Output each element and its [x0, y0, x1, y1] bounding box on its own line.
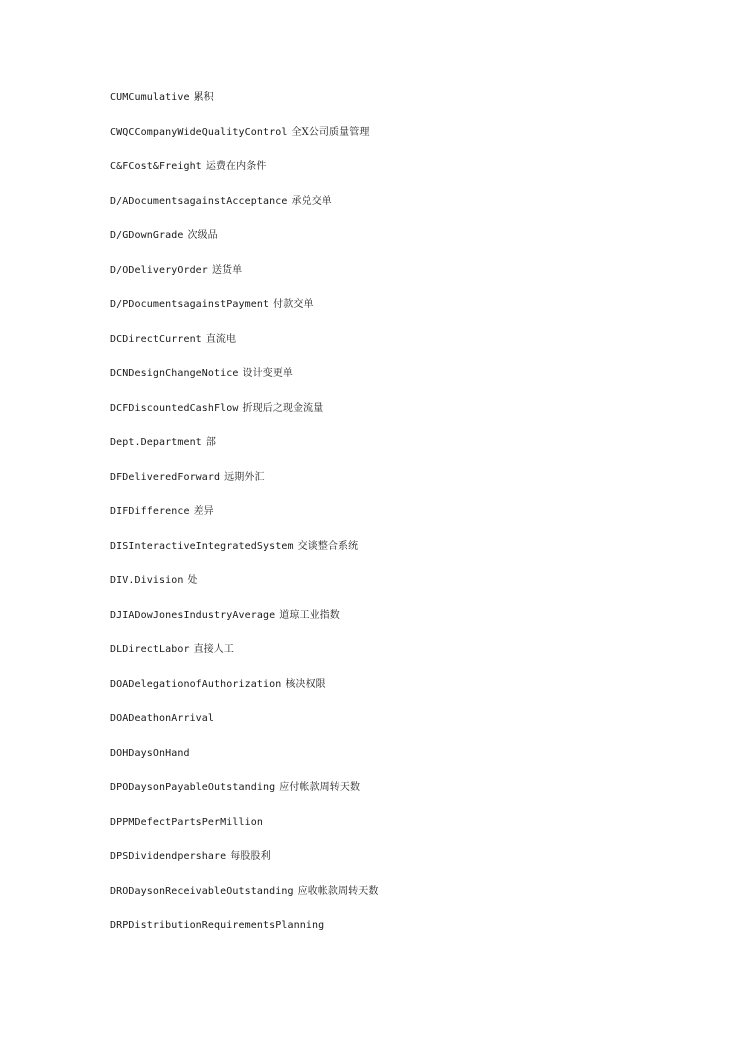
chinese-meaning: 部 — [205, 437, 216, 448]
chinese-meaning: 承兑交单 — [291, 195, 332, 207]
abbreviation-term: DISInteractiveIntegratedSystem — [110, 540, 294, 552]
list-item — [110, 780, 710, 815]
list-item — [110, 815, 710, 850]
abbreviation-term: DPPMDefectPartsPerMillion — [110, 816, 264, 828]
abbreviation-term: DCDirectCurrent — [110, 333, 202, 345]
chinese-meaning: 应付帐款周转天数 — [279, 782, 361, 793]
list-item — [110, 194, 710, 229]
chinese-meaning: 交谈整合系统 — [297, 540, 359, 552]
abbreviation-term: DCNDesignChangeNotice — [110, 368, 239, 379]
chinese-meaning: 直流电 — [205, 333, 237, 345]
chinese-meaning: 付款交单 — [273, 299, 314, 310]
list-item — [110, 884, 710, 919]
list-item — [110, 263, 710, 298]
abbreviation-term: DRODaysonReceivableOutstanding — [110, 885, 294, 897]
list-item — [110, 746, 710, 781]
abbreviation-term: D/PDocumentsagainstPayment — [110, 299, 270, 310]
list-item — [110, 849, 710, 884]
list-item — [110, 677, 710, 712]
list-item — [110, 297, 710, 332]
abbreviation-term: DRPDistributionRequirementsPlanning — [110, 920, 325, 931]
list-item — [110, 435, 710, 470]
list-item — [110, 573, 710, 608]
chinese-meaning: 远期外汇 — [224, 471, 265, 483]
chinese-meaning: 送货单 — [211, 264, 243, 276]
abbreviation-term: DIV.Division — [110, 575, 184, 586]
chinese-meaning: 折现后之现金流量 — [242, 402, 324, 414]
list-item — [110, 90, 710, 125]
abbreviation-term: DLDirectLabor — [110, 644, 190, 655]
list-item — [110, 332, 710, 367]
abbreviation-term: DOADeathonArrival — [110, 713, 215, 724]
list-item — [110, 711, 710, 746]
abbreviation-term: D/ODeliveryOrder — [110, 264, 208, 276]
list-item — [110, 608, 710, 643]
chinese-meaning: 差异 — [193, 506, 214, 517]
abbreviation-term: DPSDividendpershare — [110, 851, 227, 862]
abbreviation-term: D/GDownGrade — [110, 230, 184, 241]
list-item — [110, 159, 710, 194]
list-item — [110, 504, 710, 539]
abbreviation-term: C&FCost&Freight — [110, 161, 202, 172]
chinese-meaning: 每股股利 — [230, 851, 271, 862]
abbreviation-term: D/ADocumentsagainstAcceptance — [110, 195, 288, 207]
chinese-meaning: 处 — [187, 575, 198, 586]
list-item — [110, 642, 710, 677]
chinese-meaning: 累积 — [193, 92, 214, 103]
chinese-meaning: 道琼工业指数 — [279, 609, 340, 621]
chinese-meaning: 应收帐款周转天数 — [297, 885, 379, 897]
chinese-meaning: 运费在内条件 — [205, 161, 267, 172]
chinese-meaning: 设计变更单 — [242, 368, 294, 379]
abbreviation-term: Dept.Department — [110, 437, 202, 448]
abbreviation-list — [110, 90, 710, 953]
abbreviation-term: DFDeliveredForward — [110, 471, 221, 483]
chinese-meaning: 直接人工 — [193, 644, 234, 655]
abbreviation-term: DCFDiscountedCashFlow — [110, 402, 239, 414]
list-item — [110, 125, 710, 160]
abbreviation-term: DJIADowJonesIndustryAverage — [110, 609, 276, 621]
chinese-meaning: 核决权限 — [285, 678, 326, 690]
chinese-meaning: 次级品 — [187, 230, 218, 241]
list-item — [110, 470, 710, 505]
list-item — [110, 366, 710, 401]
chinese-meaning: 全X公司质量管理 — [291, 126, 370, 138]
abbreviation-term: DIFDifference — [110, 506, 190, 517]
list-item — [110, 539, 710, 574]
list-item — [110, 918, 710, 953]
abbreviation-term: DOHDaysOnHand — [110, 747, 190, 759]
abbreviation-term: DPODaysonPayableOutstanding — [110, 782, 276, 793]
abbreviation-term: CWQCCompanyWideQualityControl — [110, 126, 288, 138]
list-item — [110, 401, 710, 436]
abbreviation-term: DOADelegationofAuthorization — [110, 678, 282, 690]
list-item — [110, 228, 710, 263]
abbreviation-term: CUMCumulative — [110, 92, 190, 103]
